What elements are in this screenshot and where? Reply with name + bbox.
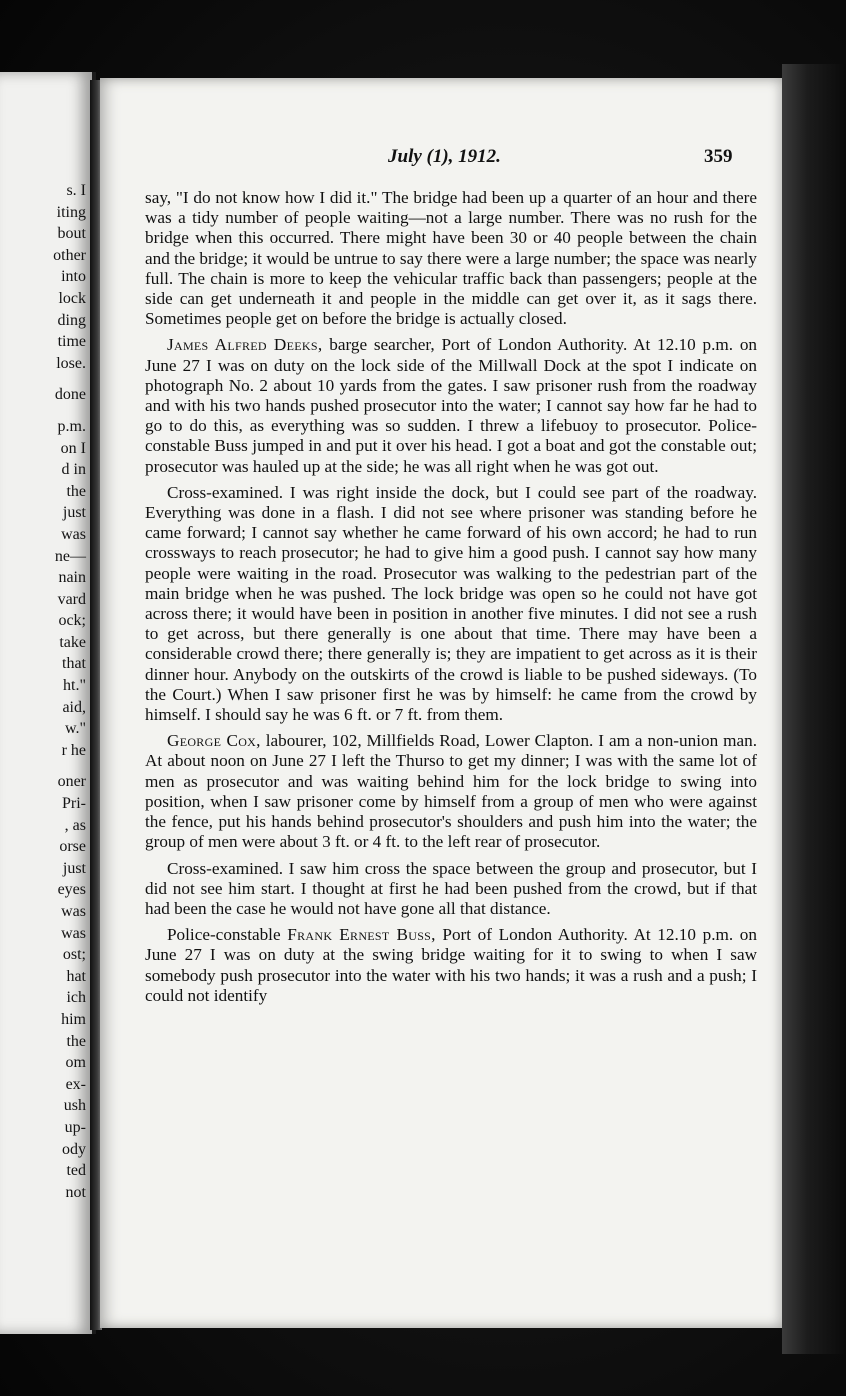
paragraph-text: barge searcher, Port of London Authority. At 12.10 p.m. on June 27 I was on duty on the lock side of the Millwall Dock at the spot I indicate on photograph No. 2 about 10 yards from the gates. I saw prisoner rush from the roadway and with his two hands pushed prosecutor into the water; I cannot say how far he had to go to do this, as everything was so sudden. I threw a lifebuoy to prosecutor. Police-constable Buss jumped in and put it over his head. I got a boat and got the constable out; prosecutor was hauled up at the side; he was all right when he was got out. [145,335,758,476]
left-page-line-fragment: that [62,655,86,673]
left-page-line-fragment: lose. [56,354,86,372]
left-page-line-fragment: oner [57,773,86,791]
page-number: 359 [704,146,733,167]
page-header [100,146,782,172]
paragraph-cox-cross-examination [145,859,757,920]
left-page-line-fragment: was [61,903,86,920]
left-page-line-fragment: up- [64,1118,86,1136]
left-page-line-fragment: other [53,246,86,264]
left-page-line-fragment: time [57,333,86,351]
left-page-line-fragment: w." [64,720,86,738]
left-page-line-fragment: done [54,386,86,404]
paragraph-cox-testimony [145,731,757,852]
left-page-line-fragment: vard [57,590,86,608]
left-page-line-fragment: ody [62,1140,86,1158]
paragraph-text: Cross-examined. I was right inside the dock, but I could see part of the roadway. Everything was done in a flash. I did not see where prisoner was standing before he came forward; I cannot say whether he came forward of his own accord; he had to run crossways to reach prosecutor; he had to give him a good push. I cannot say how many people were waiting in the road. Prosecutor was walking to the pedestrian part of the main bridge when he was pushed. The lock bridge was open so he could not have got across there; it would have been in position in another five minutes. I did not see a rush to get across, but there generally is one about that time. There may have been a considerable crowd there; there generally is; they are impatient to get across as it is their dinner hour. Anybody on the outskirts of the crowd is liable to be pushed sideways. (To the Court.) When I saw prisoner first he was by himself: he came from the crowd by himself. I should say he was 6 ft. or 7 ft. from them. [145,482,757,725]
left-page-line-fragment: just [62,859,86,877]
header-date: July (1), 1912. [388,146,501,167]
left-page-line-fragment: the [66,482,86,500]
left-page-line-fragment: s. I [66,182,86,199]
left-page-line-fragment: ock; [58,612,86,630]
left-page-paragraph-gap [0,406,86,416]
right-page-edge [782,64,846,1354]
left-page-line-fragment: , as [64,816,86,834]
left-page-paragraph-gap [0,374,86,384]
left-page-line-fragment: nain [58,569,86,587]
left-page-text-fragments [0,180,86,1203]
left-page-line-fragment: orse [59,838,86,856]
left-page-line-fragment: ne— [54,547,86,565]
left-page-line-fragment: ich [66,989,86,1007]
left-page-line-fragment: lock [58,289,86,307]
left-page-line-fragment: ted [66,1162,86,1180]
paragraph-buss-testimony [145,925,757,1006]
left-page-line-fragment: eyes [57,881,86,899]
left-page-line-fragment: the [66,1032,86,1050]
left-page-line-fragment: ex- [65,1075,86,1093]
paragraph-text: labourer, 102, Millfields Road, Lower Clapton. I am a non-union man. At about noon on June 27 I left the Thurso to get my dinner; I was with the same lot of men as prosecutor and was waiting behind him for the lock bridge to swing into position, when I saw prisoner come by himself from a group of men who were against the fence, put his hands behind prosecutor's shoulders and push him into the water; the group of men were about 3 ft. or 4 ft. to the left rear of prosecutor. [145,731,757,852]
left-page-line-fragment: bout [57,225,86,243]
left-page-line-fragment: into [61,268,86,286]
paragraph-continuation [145,188,757,329]
page-body [145,188,757,1012]
left-page-line-fragment: him [61,1010,86,1028]
left-page-line-fragment: r he [61,741,86,759]
left-page-line-fragment: iting [56,203,86,221]
left-page-line-fragment: was [61,525,86,543]
witness-name: Frank Ernest Buss, [287,925,436,945]
paragraph-text: Port of London Authority. At 12.10 p.m. on June 27 I was on duty at the swing bridge waiting for it to swing to when I saw somebody push prosecutor into the water with his two hands; it was a rush and a push; I could not identify [145,925,757,1005]
left-page-line-fragment: aid, [62,698,86,716]
paragraph-deeks-cross-examination [145,483,757,725]
left-page-line-fragment: ost; [62,946,86,964]
left-facing-page [0,72,96,1334]
right-page [100,78,782,1328]
witness-title: Police-constable [167,925,288,945]
left-page-line-fragment: om [65,1054,86,1072]
witness-name: George Cox, [167,731,261,751]
left-page-line-fragment: ding [57,311,86,329]
left-page-line-fragment: Pri- [62,795,86,813]
left-page-line-fragment: hat [66,967,86,985]
left-page-line-fragment: p.m. [57,417,86,435]
left-page-line-fragment: d in [61,461,86,479]
left-page-line-fragment: ush [63,1097,86,1115]
left-page-line-fragment: ht." [63,677,86,695]
left-page-paragraph-gap [0,761,86,771]
paragraph-text: say, "I do not know how I did it." The bridge had been up a quarter of an hour and there was a tidy number of people waiting—not a large number. There was no rush for the bridge when this occurred. There might have been 30 or 40 people between the chain and the bridge; it would be untrue to say there were a large number; the space was nearly full. The chain is more to keep the vehicular traffic back than passengers; people at the side can get underneath it and people in the middle can get over it, as it sags there. Sometimes people get on before the bridge is actually closed. [145,188,758,329]
paragraph-text: Cross-examined. I saw him cross the space between the group and prosecutor, but I did not see him start. I thought at first he had been pushed from the crowd, but if that had been the case he would not have gone all that distance. [145,858,757,918]
witness-name: James Alfred Deeks, [167,335,323,355]
left-page-line-fragment: was [61,924,86,942]
left-page-line-fragment: not [65,1183,86,1201]
paragraph-deeks-testimony [145,335,757,476]
left-page-line-fragment: on I [60,439,86,457]
left-page-line-fragment: take [59,633,86,651]
left-page-line-fragment: just [62,504,86,522]
